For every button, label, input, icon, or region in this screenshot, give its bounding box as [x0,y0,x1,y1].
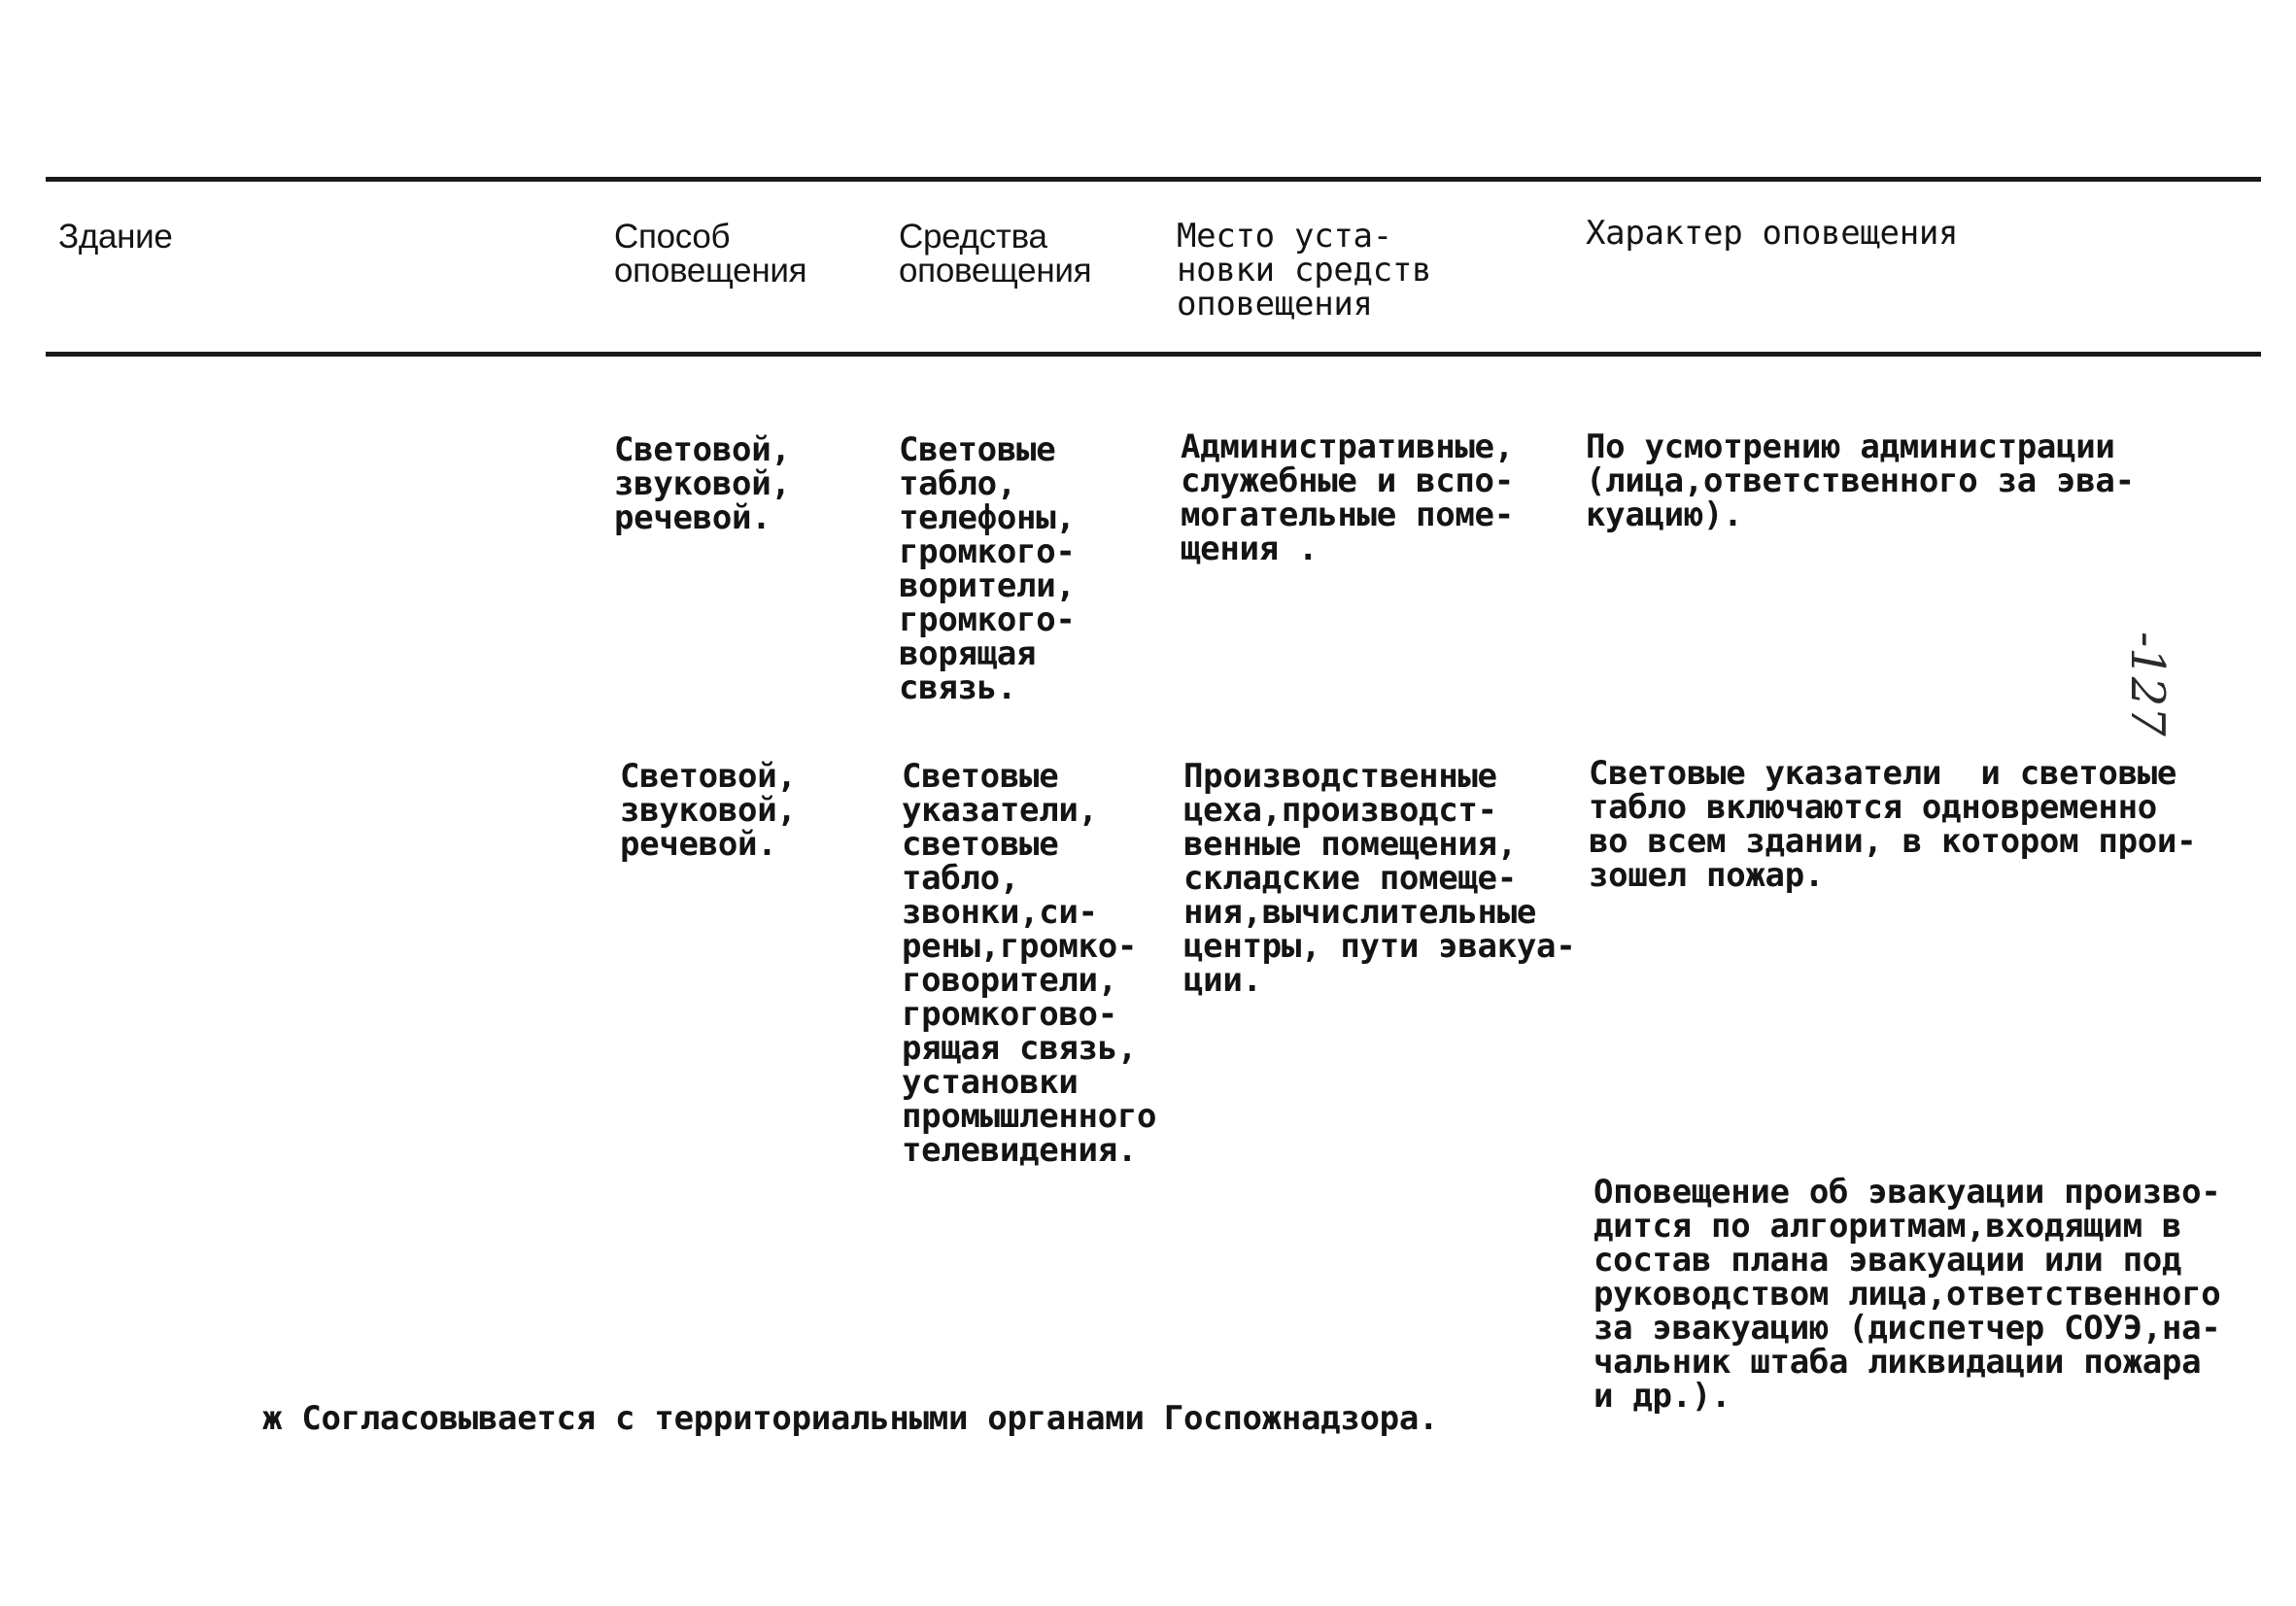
row1-nature: По усмотрению администрации (лица,ответственного за эва- куацию). [1586,427,2135,534]
row1-means: Световые табло, телефоны, громкого- ворители, громкого- ворящая связь. [899,430,1076,707]
header-nature: Характер оповещения [1586,214,1959,253]
evacuation-note: Оповещение об эвакуации произво- дится по алгоритмам,входящим в состав плана эвакуации или под руководством лица,ответственного за эвакуацию (диспетчер СОУЭ,на- чальник штаба ликвидации пожара и др.). [1593,1173,2221,1416]
row2-method: Световой, звуковой, речевой. [620,757,797,864]
row1-location: Административные, служебные и вспо- могательные поме- щения . [1181,427,1514,568]
row2-location: Производственные цеха,производст- венные помещения, складские помеще- ния,вычислительные центры, пути эвакуа- ции. [1183,757,1576,1000]
footnote: ж Согласовывается с территориальными органами Госпожнадзора. [262,1399,1439,1438]
row2-nature: Световые указатели и световые табло включаются одновременно во всем здании, в котором прои- зошел пожар. [1589,754,2197,895]
header-means: Средства оповещения [899,218,1092,290]
table-header-rule [46,352,2261,357]
margin-handwritten-mark: -127 [2120,632,2175,736]
row1-method: Световой, звуковой, речевой. [614,430,791,537]
header-location: Место уста- новки средств оповещения [1177,217,1432,324]
header-building: Здание [58,218,173,256]
row2-means: Световые указатели, световые табло, звонки,си- рены,громко- говорители, громкогово- рящая связь, установки промышленного телевидения. [902,757,1157,1170]
table-top-rule [46,177,2261,182]
header-method: Способ оповещения [614,218,807,290]
